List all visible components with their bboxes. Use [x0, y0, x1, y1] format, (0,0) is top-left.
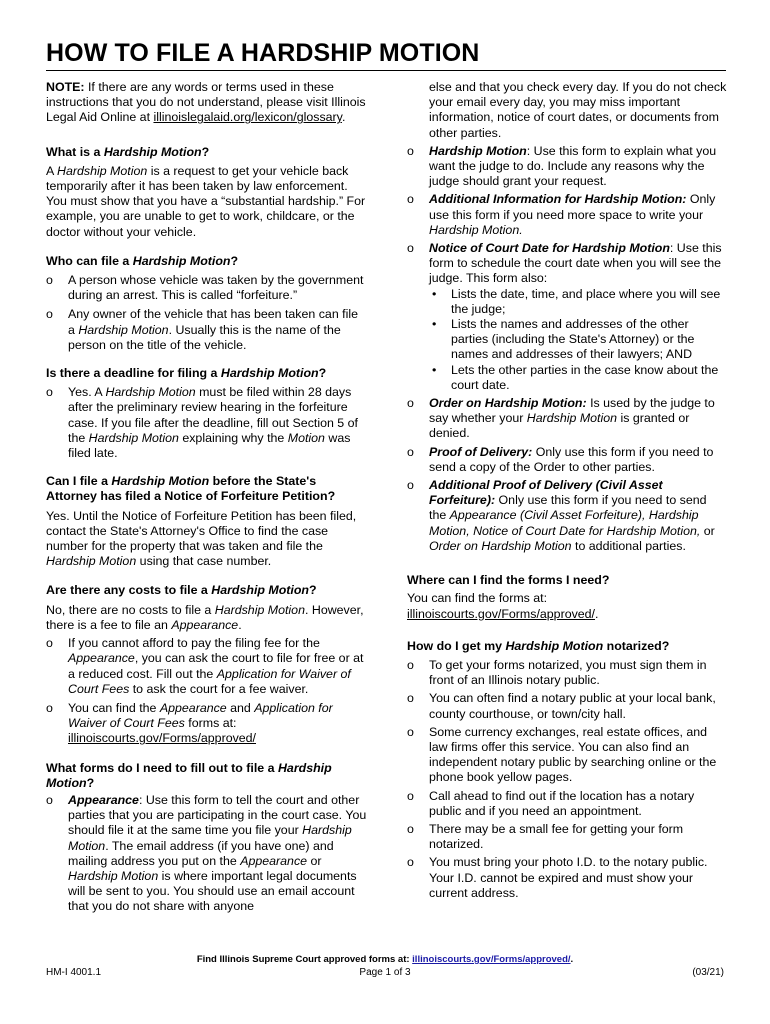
forms-heading: What forms do I need to fill out to file a Hardship Motion? — [46, 760, 332, 790]
forms-link[interactable]: illinoiscourts.gov/Forms/approved/ — [68, 731, 257, 746]
page-title: HOW TO FILE A HARDSHIP MOTION — [46, 39, 480, 67]
notary-list — [407, 658, 727, 901]
continued-text: else and that you check every day. If you do not check your email every day, you may miss important information, notice of court dates, or documents from other parties. — [429, 80, 727, 140]
notary-heading: How do I get my Hardship Motion notarized? — [407, 638, 670, 653]
deadline-heading: Is there a deadline for filing a Hardship Motion? — [46, 366, 327, 381]
list-item: o Appearance: Use this form to tell the court and other parties that you are participating in the court case. You should file it at the same time you file your Hardship Motion. The email address (if you have one) and mailing address you put on the Appearance or Hardship Motion is where important legal documents will be sent to you. You should use an email account that you do not share with anyone — [46, 793, 367, 915]
glossary-link[interactable]: illinoislegalaid.org/lexicon/glossary — [153, 110, 342, 125]
list-item: o You must bring your photo I.D. to the notary public. Your I.D. cannot be expired and must show your current address. — [407, 855, 727, 901]
list-item: o Notice of Court Date for Hardship Motion: Use this form to schedule the court date when you will see the judge. This form also: • Lists the date, time, and place where you will see the judge; • Lists the names and addresses of the other parties (including the State's Attorney) or the names and addresses of their lawyers; AND • Lets the other parties in the case know about the court date. — [407, 241, 727, 393]
list-item: o You can find the Appearance and Application for Waiver of Court Fees forms at: illinoiscourts.gov/Forms/approved/ — [46, 701, 367, 747]
before-answer: Yes. Until the Notice of Forfeiture Petition has been filed, contact the State's Attorney's Office to find the case number for the property that was taken and file the Hardship Motion using that case number. — [46, 508, 357, 569]
where-heading: Where can I find the forms I need? — [407, 573, 610, 588]
list-item: o If you cannot afford to pay the filing fee for the Appearance, you can ask the court to file for free or at a reduced cost. Fill out the Application for Waiver of Court Fees to ask the court for a fee waiver. — [46, 636, 367, 697]
forms-link[interactable]: illinoiscourts.gov/Forms/approved/ — [407, 606, 596, 621]
list-item: o There may be a small fee for getting your form notarized. — [407, 822, 727, 852]
form-code: HM-I 4001.1 — [46, 967, 102, 978]
before-heading: Can I file a Hardship Motion before the State's Attorney has filed a Notice of Forfeiture Petition? — [46, 474, 336, 504]
bullet-item: • Lists the date, time, and place where you will see the judge; — [429, 287, 727, 317]
right-column — [407, 80, 727, 901]
footer-forms-link[interactable]: illinoiscourts.gov/Forms/approved/ — [412, 954, 571, 965]
list-item: o Additional Proof of Delivery (Civil Asset Forfeiture): Only use this form if you need to send the Appearance (Civil Asset Forfeiture), Hardship Motion, Notice of Court Date for Hardship Motion, or Order on Hardship Motion to additional parties. — [407, 478, 727, 554]
who-list — [46, 273, 367, 353]
bullet-item: • Lists the names and addresses of the other parties (including the State's Attorney) or the names and addresses of their lawyers; AND — [429, 317, 727, 363]
forms-list-continued — [407, 144, 727, 554]
costs-heading: Are there any costs to file a Hardship Motion? — [46, 583, 317, 598]
list-item: o Order on Hardship Motion: Is used by the judge to say whether your Hardship Motion is granted or denied. — [407, 396, 727, 442]
title-divider — [46, 70, 726, 71]
footer-note: Find Illinois Supreme Court approved forms at: illinoiscourts.gov/Forms/approved/. — [196, 954, 574, 965]
what-answer: A Hardship Motion is a request to get your vehicle back temporarily after it has been taken by law enforcement. You must show that you have a “substantial hardship.” For example, you are unable to get to work, childcare, or the doctor without your vehicle. — [46, 163, 366, 239]
list-item: o A person whose vehicle was taken by the government during an arrest. This is called “forfeiture.” — [46, 273, 367, 303]
deadline-list — [46, 385, 367, 461]
note-paragraph: NOTE: If there are any words or terms used in these instructions that you do not understand, please visit Illinois Legal Aid Online at illinoislegalaid.org/lexicon/glossary. — [46, 80, 366, 125]
forms-list — [46, 793, 367, 915]
costs-list — [46, 636, 367, 746]
list-item: o Some currency exchanges, real estate offices, and law firms offer this service. You can also find an independent notary public by searching online or the phone book yellow pages. — [407, 725, 727, 786]
costs-answer: No, there are no costs to file a Hardship Motion. However, there is a fee to file an Appearance. — [46, 602, 364, 632]
list-item: o Additional Information for Hardship Motion: Only use this form if you need more space to write your Hardship Motion. — [407, 192, 727, 238]
list-item: o Call ahead to find out if the location has a notary public and if you need an appointment. — [407, 789, 727, 819]
page-number: Page 1 of 3 — [359, 967, 411, 978]
list-item: o Any owner of the vehicle that has been taken can file a Hardship Motion. Usually this is the name of the person on the title of the vehicle. — [46, 307, 367, 353]
list-item: o You can often find a notary public at your local bank, county courthouse, or town/city hall. — [407, 691, 727, 721]
notice-bullets — [429, 287, 727, 393]
who-heading: Who can file a Hardship Motion? — [46, 253, 239, 268]
list-item: o Yes. A Hardship Motion must be filed within 28 days after the preliminary review hearing in the forfeiture case. If you file after the deadline, fill out Section 5 of the Hardship Motion explaining why the Motion was filed late. — [46, 385, 367, 461]
left-column — [46, 80, 367, 915]
revision-date: (03/21) — [692, 967, 724, 978]
where-answer: You can find the forms at: illinoiscourts.gov/Forms/approved/. — [407, 591, 599, 621]
bullet-item: • Lets the other parties in the case know about the court date. — [429, 363, 727, 393]
what-heading: What is a Hardship Motion? — [46, 144, 210, 159]
list-item: o Proof of Delivery: Only use this form if you need to send a copy of the Order to other parties. — [407, 445, 727, 475]
list-item: o To get your forms notarized, you must sign them in front of an Illinois notary public. — [407, 658, 727, 688]
list-item: o Hardship Motion: Use this form to explain what you want the judge to do. Include any reasons why the judge should grant your request. — [407, 144, 727, 190]
